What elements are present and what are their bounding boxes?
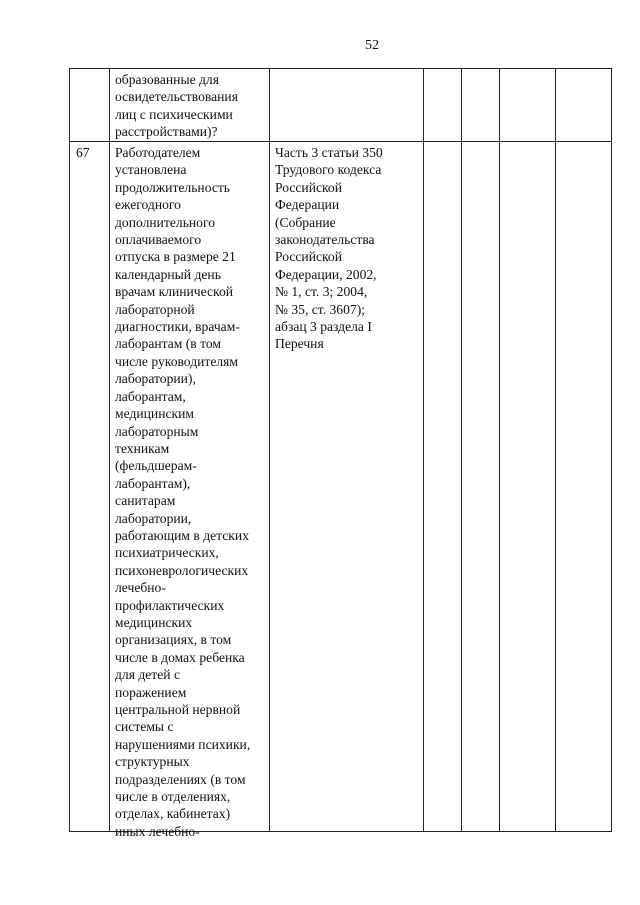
requirements-table (69, 68, 612, 839)
column-divider (555, 69, 556, 831)
column-divider (499, 69, 500, 831)
column-divider (423, 69, 424, 831)
question-text: Работодателем установлена продолжительность ежегодного дополнительного оплачиваемого отпуска в размере 21 календарный день врачам клинической лабораторной диагностики, врачам- лаборантам (в том числе руководителям лаборатории), лаборантам, медицинским лабораторным техникам (фельдшерам- лаборантам), санитарам лаборатории, работающим в детских психиатрических, психоневрологических лечебно- профилактических медицинских организациях, в том числе в домах ребенка для детей с поражением центральной нервной системы с нарушениями психики, структурных подразделениях (в том числе в отделениях, отделах, кабинетах) иных лечебно- (115, 145, 251, 839)
page-number: 52 (365, 38, 379, 53)
question-text-continued: образованные для освидетельствования лиц с психическими расстройствами)? (115, 72, 238, 140)
column-divider (461, 69, 462, 831)
legal-reference: Часть 3 статьи 350 Трудового кодекса Российской Федерации (Собрание законодательства Российской Федерации, 2002, № 1, ст. 3; 2004, № 35, ст. 3607); абзац 3 раздела I Перечня (275, 145, 383, 352)
row-number: 67 (76, 145, 90, 160)
column-divider (269, 69, 270, 831)
row-divider (70, 141, 611, 142)
column-divider (109, 69, 110, 831)
